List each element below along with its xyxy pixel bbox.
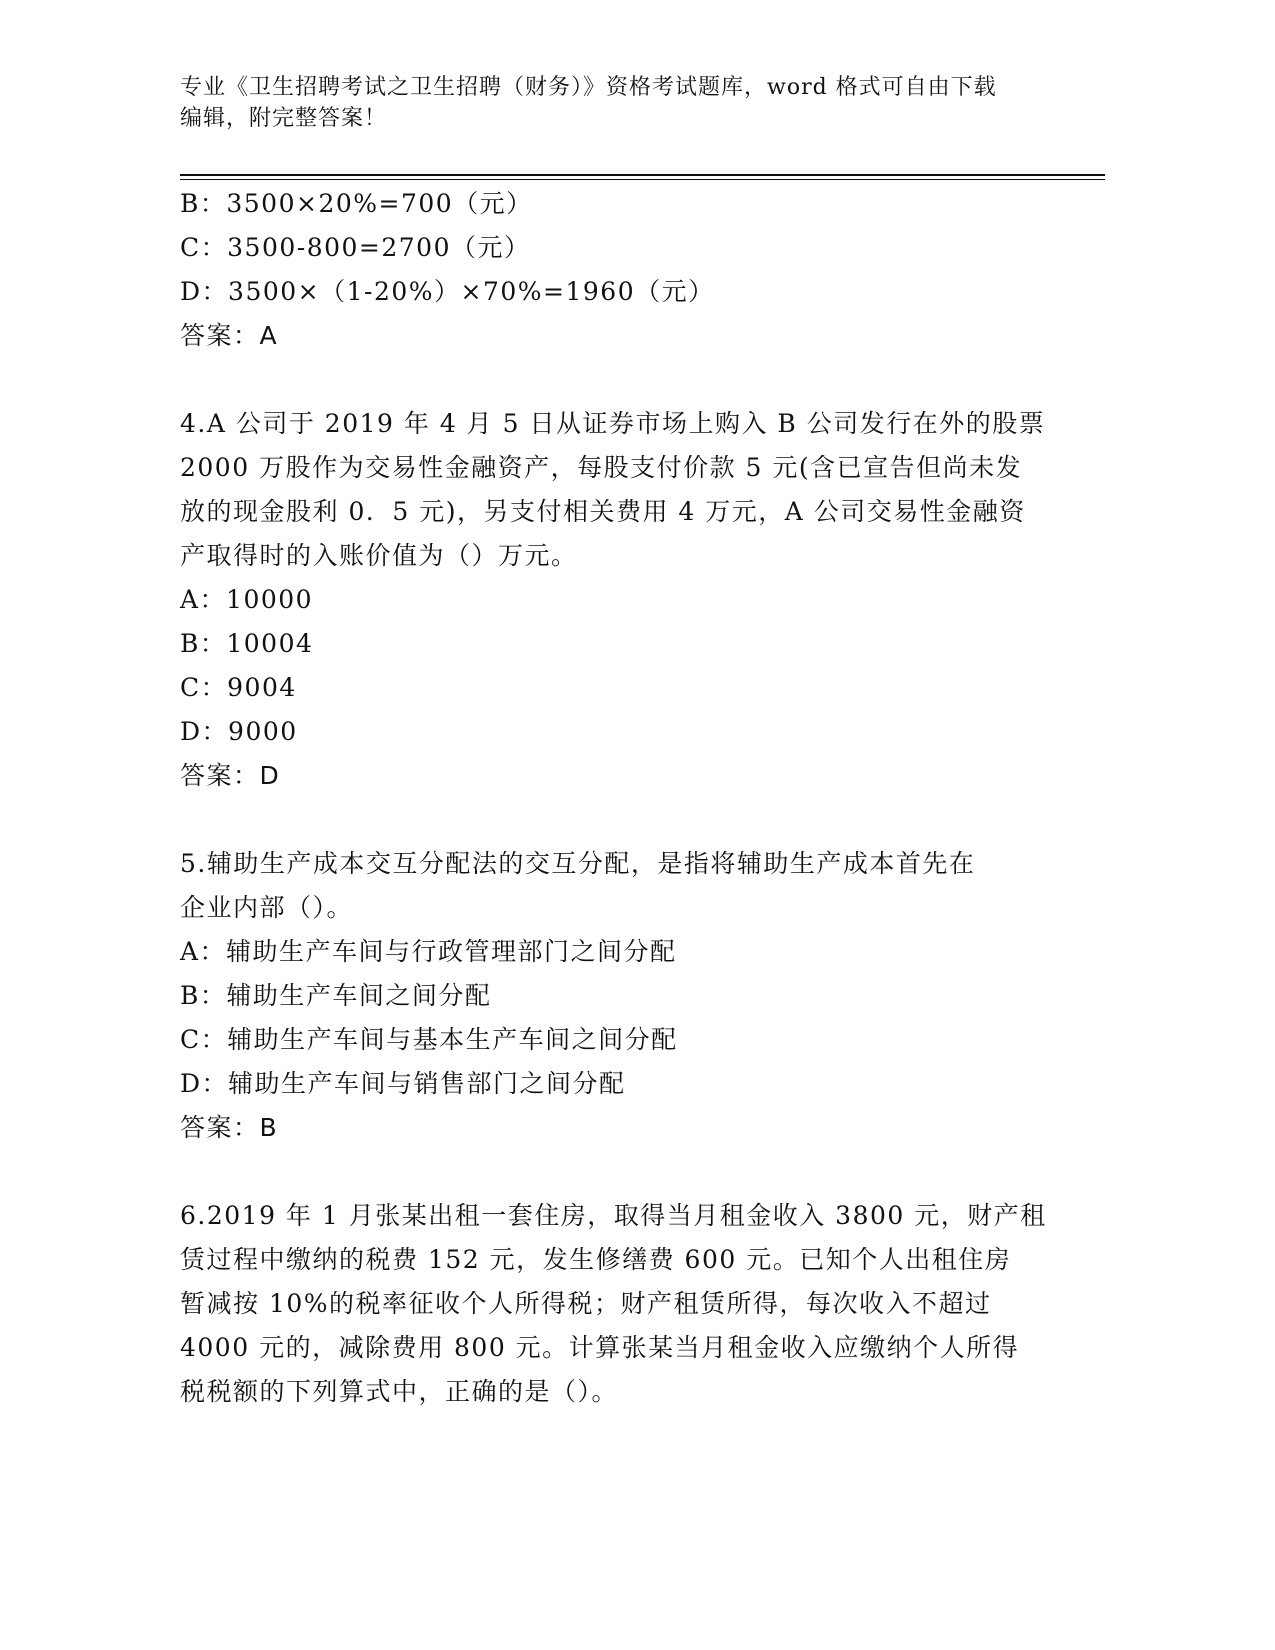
document-body	[180, 182, 1047, 1414]
question-4-block	[180, 402, 1046, 798]
question-text-line: 4.A 公司于 2019 年 4 月 5 日从证券市场上购入 B 公司发行在外的股票	[180, 409, 1046, 438]
question-text-line: 6.2019 年 1 月张某出租一套住房，取得当月租金收入 3800 元，财产租	[180, 1201, 1047, 1230]
header-divider-thick	[180, 174, 1105, 176]
question-6-block	[180, 1194, 1047, 1414]
question-text-line: 企业内部（）。	[180, 893, 354, 922]
question-text-line: 2000 万股作为交易性金融资产，每股支付价款 5 元(含已宣告但尚未发	[180, 453, 1023, 482]
option-c: C：辅助生产车间与基本生产车间之间分配	[180, 1025, 678, 1054]
option-c: C：9004	[180, 673, 297, 702]
question-text-line: 放的现金股利 0．5 元)，另支付相关费用 4 万元，A 公司交易性金融资	[180, 497, 1026, 526]
option-b: B：10004	[180, 629, 314, 658]
option-d: D：3500×（1-20%）×70%=1960（元）	[180, 277, 715, 306]
question-text-line: 5.辅助生产成本交互分配法的交互分配，是指将辅助生产成本首先在	[180, 849, 976, 878]
option-d: D：9000	[180, 717, 298, 746]
question-text-line: 暂减按 10%的税率征收个人所得税；财产租赁所得，每次收入不超过	[180, 1289, 992, 1318]
header-divider-thin	[180, 179, 1105, 180]
answer-line: 答案：D	[180, 761, 281, 790]
question-text-line: 税税额的下列算式中，正确的是（）。	[180, 1377, 619, 1406]
spacer	[180, 798, 1040, 842]
header-line-1: 专业《卫生招聘考试之卫生招聘（财务）》资格考试题库，word 格式可自由下载	[180, 75, 997, 100]
answer-line: 答案：B	[180, 1113, 279, 1142]
question-text-line: 4000 元的，减除费用 800 元。计算张某当月租金收入应缴纳个人所得	[180, 1333, 1020, 1362]
page-header	[180, 72, 1060, 134]
question-5-block	[180, 842, 1040, 1150]
option-b: B：3500×20%=700（元）	[180, 189, 533, 218]
question-text-line: 产取得时的入账价值为（）万元。	[180, 541, 578, 570]
header-line-2: 编辑，附完整答案！	[180, 106, 388, 131]
option-a: A：10000	[180, 585, 314, 614]
option-c: C：3500-800=2700（元）	[180, 233, 531, 262]
option-a: A：辅助生产车间与行政管理部门之间分配	[180, 937, 677, 966]
answer-line: 答案：A	[180, 321, 279, 350]
spacer	[180, 358, 1040, 402]
question-text-line: 赁过程中缴纳的税费 152 元，发生修缮费 600 元。已知个人出租住房	[180, 1245, 1012, 1274]
spacer	[180, 1150, 1040, 1194]
question-3-block	[180, 182, 1040, 358]
option-d: D：辅助生产车间与销售部门之间分配	[180, 1069, 626, 1098]
option-b: B：辅助生产车间之间分配	[180, 981, 492, 1010]
